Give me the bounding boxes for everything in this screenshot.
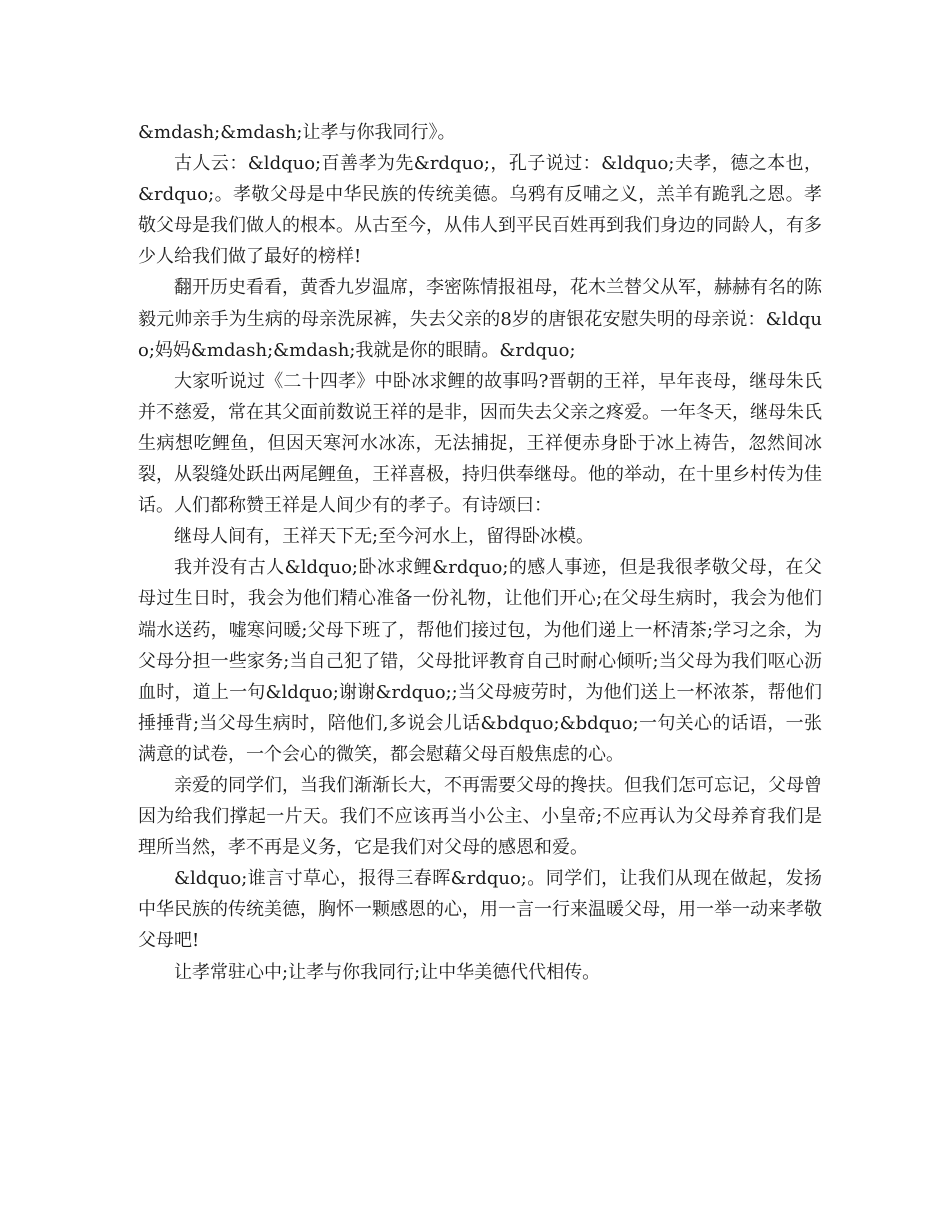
paragraph-8: &ldquo;谁言寸草心，报得三春晖&rdquo;。同学们，让我们从现在做起，发扬中华民族的传统美德，胸怀一颗感恩的心，用一言一行来温暖父母，用一举一动来孝敬父母吧! bbox=[138, 868, 822, 952]
paragraph-4: 大家听说过《二十四孝》中卧冰求鲤的故事吗?晋朝的王祥，早年丧母，继母朱氏并不慈爱，常在其父面前数说王祥的是非，因而失去父亲之疼爱。一年冬天，继母朱氏生病想吃鲤鱼，但因天寒河水冰冻，无法捕捉，王祥便赤身卧于冰上祷告，忽然间冰裂，从裂缝处跃出两尾鲤鱼，王祥喜极，持归供奉继母。他的举动，在十里乡村传为佳话。人们都称赞王祥是人间少有的孝子。有诗颂曰： bbox=[138, 370, 822, 517]
paragraph-7: 亲爱的同学们，当我们渐渐长大，不再需要父母的搀扶。但我们怎可忘记，父母曾因为给我们撑起一片天。我们不应该再当小公主、小皇帝;不应再认为父母养育我们是理所当然，孝不再是义务，它是我们对父母的感恩和爱。 bbox=[138, 774, 822, 859]
paragraph-6: 我并没有古人&ldquo;卧冰求鲤&rdquo;的感人事迹，但是我很孝敬父母，在父母过生日时，我会为他们精心准备一份礼物，让他们开心;在父母生病时，我会为他们端水送药，嘘寒问暖;父母下班了，帮他们接过包，为他们递上一杯清茶;学习之余，为父母分担一些家务;当自己犯了错，父母批评教育自己时耐心倾听;当父母为我们呕心沥血时，道上一句&ldquo;谢谢&rdquo;;当父母疲劳时，为他们送上一杯浓茶，帮他们捶捶背;当父母生病时，陪他们,多说会儿话&bdquo;&bdquo;一句关心的话语，一张满意的试卷，一个会心的微笑，都会慰藉父母百般焦虑的心。 bbox=[138, 557, 822, 765]
paragraph-5: 继母人间有，王祥天下无;至今河水上，留得卧冰模。 bbox=[174, 526, 595, 548]
paragraph-3: 翻开历史看看，黄香九岁温席，李密陈情报祖母，花木兰替父从军，赫赫有名的陈毅元帅亲手为生病的母亲洗尿裤，失去父亲的8岁的唐银花安慰失明的母亲说：&ldquo;妈妈&mdash;&mdash;我就是你的眼睛。&rdquo; bbox=[138, 277, 822, 361]
paragraph-1: &mdash;&mdash;让孝与你我同行》。 bbox=[138, 122, 456, 143]
paragraph-9: 让孝常驻心中;让孝与你我同行;让中华美德代代相传。 bbox=[174, 961, 601, 983]
document-body bbox=[138, 117, 822, 988]
paragraph-2: 古人云：&ldquo;百善孝为先&rdquo;，孔子说过：&ldquo;夫孝，德之本也，&rdquo;。孝敬父母是中华民族的传统美德。乌鸦有反哺之义，羔羊有跪乳之恩。孝敬父母是我们做人的根本。从古至今，从伟人到平民百姓再到我们身边的同龄人，有多少人给我们做了最好的榜样! bbox=[138, 153, 822, 268]
